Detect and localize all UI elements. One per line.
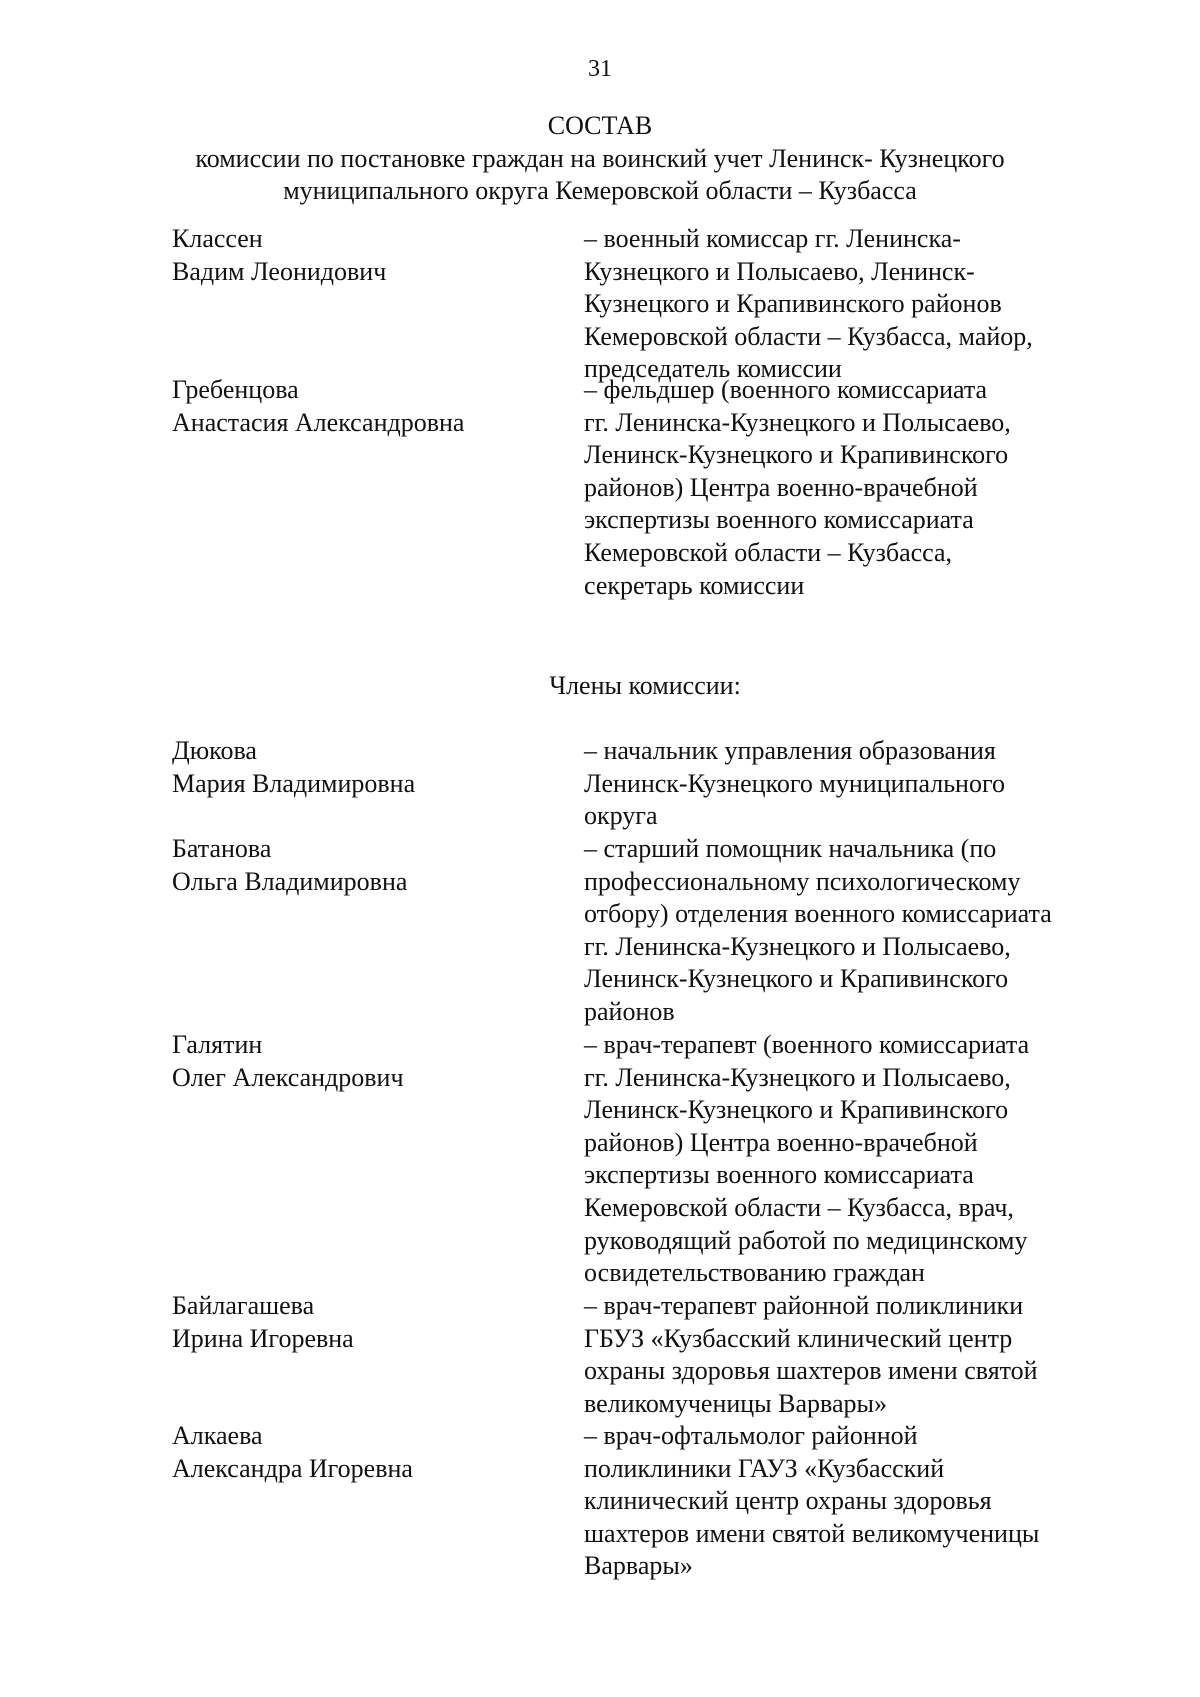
role-line: гг. Ленинска-Кузнецкого и Полысаево, [584, 1062, 1011, 1092]
role-line: гг. Ленинска-Кузнецкого и Полысаево, [584, 931, 1011, 961]
role-line: экспертизы военного комиссариата [584, 1160, 974, 1190]
role-line: Ленинск-Кузнецкого и Крапивинского [584, 964, 1009, 994]
member-name [172, 1420, 572, 1485]
document-title [0, 110, 1200, 208]
role-line: Кемеровской области – Кузбасса, майор, [584, 321, 1033, 351]
title-line-2: муниципального округа Кемеровской области – Кузбасса [283, 176, 917, 206]
member-role [584, 1029, 1124, 1290]
member-role [584, 223, 1124, 386]
member-role [584, 833, 1124, 1029]
role-line: освидетельствованию граждан [584, 1258, 925, 1288]
member-surname: Галятин [172, 1030, 263, 1059]
member-given-name: Вадим Леонидович [172, 256, 387, 286]
role-line: поликлиники ГАУЗ «Кузбасский [584, 1453, 945, 1483]
member-name [172, 1290, 572, 1355]
member-given-name: Олег Александрович [172, 1062, 404, 1092]
member-surname: Гребенцова [172, 375, 299, 404]
role-line: великомученицы Варвары» [584, 1388, 887, 1418]
role-line: – военный комиссар гг. Ленинска- [584, 224, 961, 253]
title-heading: СОСТАВ [547, 111, 653, 140]
role-line: Кемеровской области – Кузбасса, [584, 537, 953, 567]
member-given-name: Ольга Владимировна [172, 866, 408, 896]
member-surname: Классен [172, 224, 263, 253]
role-line: районов) Центра военно-врачебной [584, 1127, 978, 1157]
member-given-name: Анастасия Александровна [172, 407, 465, 437]
role-line: клинический центр охраны здоровья [584, 1486, 992, 1516]
role-line: секретарь комиссии [584, 570, 805, 600]
member-surname: Байлагашева [172, 1291, 315, 1320]
member-name [172, 1029, 572, 1094]
member-name [172, 374, 572, 439]
role-line: Ленинск-Кузнецкого муниципального [584, 768, 1005, 798]
role-line: ГБУЗ «Кузбасский клинический центр [584, 1323, 1013, 1353]
member-given-name: Александра Игоревна [172, 1453, 413, 1483]
role-line: отбору) отделения военного комиссариата [584, 899, 1052, 929]
member-name [172, 223, 572, 288]
title-line-1: комиссии по постановке граждан на воинский учет Ленинск- Кузнецкого [195, 143, 1005, 173]
member-surname: Алкаева [172, 1421, 263, 1450]
member-role [584, 1290, 1124, 1420]
role-line: охраны здоровья шахтеров имени святой [584, 1356, 1038, 1386]
member-name [172, 833, 572, 898]
role-line: – врач-терапевт районной поликлиники [584, 1291, 1024, 1320]
role-line: председатель комиссии [584, 354, 842, 384]
role-line: районов [584, 996, 675, 1026]
member-role [584, 1420, 1124, 1583]
role-line: Кузнецкого и Крапивинского районов [584, 289, 1002, 319]
member-name [172, 735, 572, 800]
role-line: Кузнецкого и Полысаево, Ленинск- [584, 256, 975, 286]
role-line: гг. Ленинска-Кузнецкого и Полысаево, [584, 407, 1011, 437]
role-line: – врач-офтальмолог районной [584, 1421, 918, 1450]
role-line: Кемеровской области – Кузбасса, врач, [584, 1192, 1014, 1222]
role-line: руководящий работой по медицинскому [584, 1225, 1028, 1255]
role-line: – врач-терапевт (военного комиссариата [584, 1030, 1030, 1059]
role-line: – начальник управления образования [584, 736, 996, 765]
member-role [584, 735, 1124, 833]
member-surname: Батанова [172, 834, 272, 863]
role-line: районов) Центра военно-врачебной [584, 472, 978, 502]
member-given-name: Мария Владимировна [172, 768, 416, 798]
role-line: шахтеров имени святой великомученицы [584, 1518, 1040, 1548]
role-line: Ленинск-Кузнецкого и Крапивинского [584, 1095, 1009, 1125]
member-role [584, 374, 1124, 602]
role-line: Варвары» [584, 1551, 693, 1581]
role-line: Ленинск-Кузнецкого и Крапивинского [584, 440, 1009, 470]
role-line: округа [584, 801, 658, 831]
role-line: – старший помощник начальника (по [584, 834, 997, 863]
role-line: – фельдшер (военного комиссариата [584, 375, 988, 404]
role-line: экспертизы военного комиссариата [584, 505, 974, 535]
page-number: 31 [588, 56, 612, 82]
member-given-name: Ирина Игоревна [172, 1323, 354, 1353]
role-line: профессиональному психологическому [584, 866, 1021, 896]
member-surname: Дюкова [172, 736, 257, 765]
members-heading: Члены комиссии: [549, 671, 741, 700]
